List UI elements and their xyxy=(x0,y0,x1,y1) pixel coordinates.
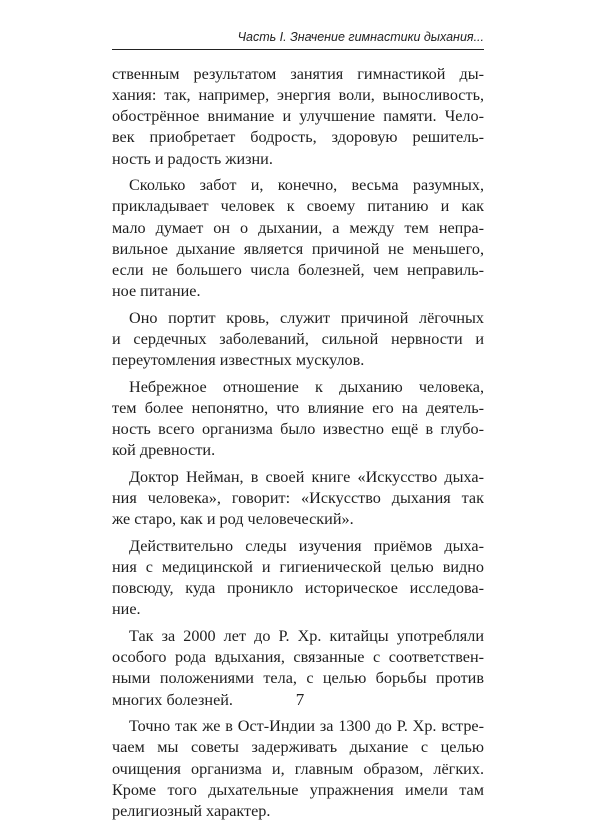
paragraph-5 xyxy=(112,467,484,530)
text-line: ность и радость жизни. xyxy=(112,149,273,168)
paragraph-8 xyxy=(112,716,484,822)
text-line: чаем мы советы задерживать дыхание с целью xyxy=(112,738,484,757)
text-line: ния человека», говорит: «Искусство дыхания так xyxy=(112,489,484,508)
text-line: Точно так же в Ост-Индии за 1300 до Р. Хр. встре- xyxy=(129,717,484,736)
text-line: религиозный характер. xyxy=(112,801,271,820)
text-line: Действительно следы изучения приёмов дыха- xyxy=(129,536,484,555)
text-line: ние. xyxy=(112,600,141,619)
text-line: Кроме того дыхательные упражнения имели там xyxy=(112,780,484,799)
text-line: Сколько забот и, конечно, весьма разумных, xyxy=(129,176,484,195)
text-line: очищения организма и, главным образом, лёгких. xyxy=(112,759,484,778)
text-line: же старо, как и род человеческий». xyxy=(112,510,354,529)
text-line: и сердечных заболеваний, сильной нервности и xyxy=(112,329,484,348)
text-line: Доктор Нейман, в своей книге «Искусство дыха- xyxy=(129,467,484,486)
text-line: ное питание. xyxy=(112,282,201,300)
text-line: тем более непонятно, что влияние его на деятель- xyxy=(112,398,484,417)
text-line: мало думает он о дыхании, а между тем непра- xyxy=(112,218,484,237)
text-line: ния с медицинской и гигиенической целью видно xyxy=(112,558,484,577)
text-line: вильное дыхание является причиной не меньшего, xyxy=(112,239,484,258)
paragraph-1 xyxy=(112,64,484,170)
text-line: особого рода вдыхания, связанные с соответствен- xyxy=(112,648,484,667)
text-line: век приобретает бодрость, здоровую решитель- xyxy=(112,128,484,147)
page-number: 7 xyxy=(295,690,305,709)
text-line: многих болезней. xyxy=(112,690,233,709)
paragraph-2 xyxy=(112,175,484,302)
body-text xyxy=(112,64,484,828)
text-line: Оно портит кровь, служит причиной лёгочных xyxy=(129,308,484,327)
text-line: ность всего организма было известно ещё в глубо- xyxy=(112,420,484,439)
text-line: кой древности. xyxy=(112,441,216,460)
header-rule xyxy=(112,49,484,50)
text-line: ственным результатом занятия гимнастикой ды- xyxy=(112,65,484,83)
text-line: Так за 2000 лет до Р. Хр. китайцы употребляли xyxy=(129,627,484,646)
text-line: Небрежное отношение к дыханию человека, xyxy=(129,377,484,396)
text-line: повсюду, куда проникло историческое исследова- xyxy=(112,579,484,598)
text-line: прикладывает человек к своему питанию и как xyxy=(112,197,484,216)
paragraph-4 xyxy=(112,377,484,462)
text-line: хания: так, например, энергия воли, выносливость, xyxy=(112,86,484,105)
running-head: Часть I. Значение гимнастики дыхания... xyxy=(237,30,484,44)
paragraph-6 xyxy=(112,536,484,621)
text-line: если не большего числа болезней, чем неправиль- xyxy=(112,260,484,279)
paragraph-3 xyxy=(112,308,484,371)
text-line: обострённое внимание и улучшение памяти. Чело- xyxy=(112,107,484,126)
text-line: переутомления известных мускулов. xyxy=(112,351,365,370)
text-line: ными положениями тела, с целью борьбы против xyxy=(112,669,484,688)
